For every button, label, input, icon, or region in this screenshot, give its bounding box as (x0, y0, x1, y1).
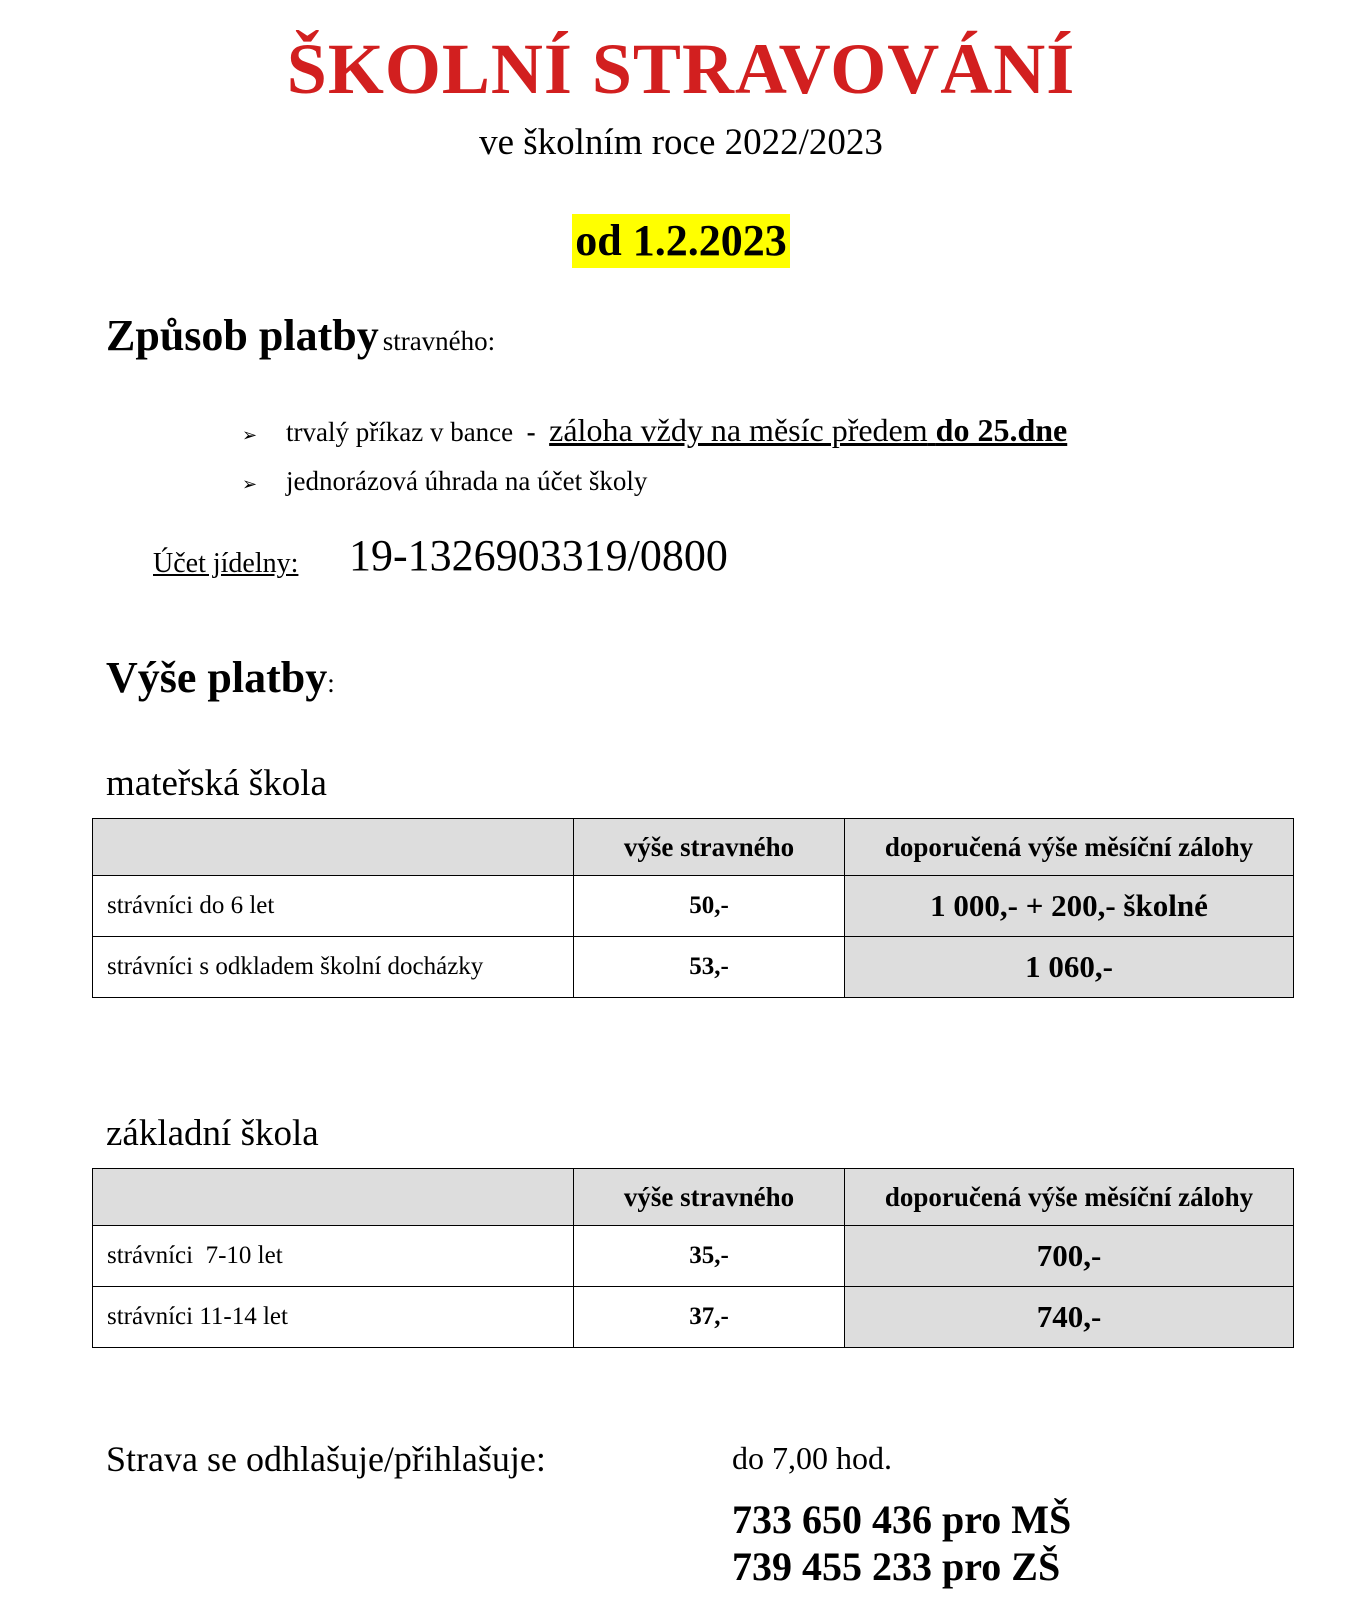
bullet-one-time-text: jednorázová úhrada na účet školy (286, 466, 648, 496)
row-label: strávníci do 6 let (93, 876, 574, 937)
phone-ms: 733 650 436 pro MŠ (732, 1497, 1072, 1542)
amounts-title: Výše platby (106, 653, 328, 702)
elementary-table (92, 1168, 1294, 1348)
table-row (93, 876, 1294, 937)
row-deposit: 1 060,- (845, 937, 1294, 998)
table-row (93, 937, 1294, 998)
arrow-bullet-icon: ➢ (242, 425, 258, 445)
table-row (93, 1287, 1294, 1348)
row-deposit: 740,- (845, 1287, 1294, 1348)
bullet-standing-order (242, 412, 1067, 449)
bullet-standing-order-text: trvalý příkaz v bance (286, 417, 514, 447)
header-empty-cell (93, 1169, 574, 1226)
page-title: ŠKOLNÍ STRAVOVÁNÍ (286, 29, 1076, 109)
row-label: strávníci s odkladem školní docházky (93, 937, 574, 998)
header-deposit: doporučená výše měsíční zálohy (845, 819, 1294, 876)
deposit-deadline: do 25.dne (935, 412, 1068, 448)
header-price: výše stravného (574, 819, 845, 876)
row-price: 53,- (574, 937, 845, 998)
row-price: 37,- (574, 1287, 845, 1348)
deposit-note-text: záloha vždy na měsíc předem (549, 412, 928, 448)
header-price: výše stravného (574, 1169, 845, 1226)
row-label: strávníci 11-14 let (93, 1287, 574, 1348)
amounts-heading (106, 652, 335, 703)
row-label: strávníci 7-10 let (93, 1226, 574, 1287)
elementary-section-title: základní škola (106, 1113, 319, 1154)
bullet-dash: - (526, 417, 536, 447)
table-header-row (93, 1169, 1294, 1226)
bullet-one-time (242, 466, 647, 497)
table-header-row (93, 819, 1294, 876)
deposit-note (549, 412, 1067, 448)
meal-cancel-label: Strava se odhlašuje/přihlašuje: (106, 1439, 546, 1479)
row-deposit: 700,- (845, 1226, 1294, 1287)
kindergarten-section-title: mateřská škola (106, 763, 327, 804)
header-deposit: doporučená výše měsíční zálohy (845, 1169, 1294, 1226)
amounts-title-rest: : (327, 668, 335, 698)
kindergarten-table (92, 818, 1294, 998)
valid-from-wrap (0, 214, 1362, 268)
payment-method-title-rest: stravného: (382, 326, 496, 356)
table-row (93, 1226, 1294, 1287)
payment-method-heading (106, 310, 495, 361)
valid-from-date: od 1.2.2023 (572, 214, 789, 268)
phone-zs: 739 455 233 pro ZŠ (732, 1544, 1061, 1589)
account-label: Účet jídelny: (153, 548, 299, 579)
payment-method-title: Způsob platby (106, 311, 379, 360)
school-year-subtitle: ve školním roce 2022/2023 (479, 122, 883, 163)
row-deposit: 1 000,- + 200,- školné (845, 876, 1294, 937)
meal-cancel-deadline: do 7,00 hod. (732, 1440, 892, 1476)
row-price: 35,- (574, 1226, 845, 1287)
arrow-bullet-icon: ➢ (242, 474, 258, 494)
header-empty-cell (93, 819, 574, 876)
account-number: 19-1326903319/0800 (349, 531, 728, 580)
row-price: 50,- (574, 876, 845, 937)
